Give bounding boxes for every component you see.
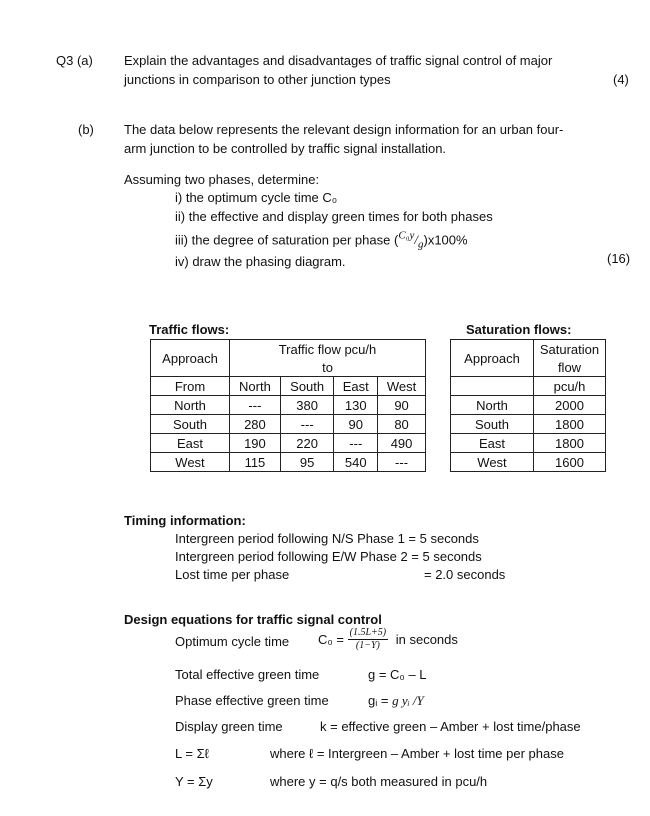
table-cell: East	[151, 434, 230, 453]
part-b-label: (b)	[78, 122, 94, 137]
tf-col-west: West	[378, 377, 426, 396]
tf-col-east: East	[334, 377, 378, 396]
optimum-label: Optimum cycle time	[175, 634, 290, 649]
table-cell: ---	[280, 415, 334, 434]
table-row	[151, 415, 426, 434]
saturation-flows-table	[450, 339, 606, 472]
table-cell: South	[451, 415, 534, 434]
sf-flow-header-1: Saturation	[534, 340, 606, 359]
optimum-denominator: (1−Y)	[355, 640, 380, 651]
timing-line-3: Lost time per phase	[175, 567, 290, 582]
item-iv: iv) draw the phasing diagram.	[175, 254, 346, 269]
part-b-line-1: The data below represents the relevant design information for an urban four-	[124, 122, 564, 137]
table-cell: 190	[230, 434, 281, 453]
total-green-eq: g = C₀ – L	[368, 667, 427, 682]
table-cell: 130	[334, 396, 378, 415]
sf-approach-header: Approach	[451, 340, 534, 377]
optimum-lhs: C₀ =	[318, 632, 344, 647]
optimum-fraction	[348, 627, 388, 652]
table-cell: 115	[230, 453, 281, 472]
table-cell: 1600	[534, 453, 606, 472]
timing-title: Timing information:	[124, 513, 246, 528]
traffic-flows-title: Traffic flows:	[149, 322, 230, 337]
part-a-marks: (4)	[613, 72, 629, 87]
tf-col-north: North	[230, 377, 281, 396]
item-iii-suffix: )x100%	[423, 232, 468, 248]
optimum-numerator: (1.5L+5)	[349, 627, 387, 638]
item-iii	[175, 230, 468, 251]
display-green-eq: k = effective green – Amber + lost time/phase	[320, 719, 581, 734]
table-cell: 90	[378, 396, 426, 415]
tf-to-header: to	[230, 358, 426, 377]
table-cell: 2000	[534, 396, 606, 415]
table-cell: North	[451, 396, 534, 415]
table-row	[151, 434, 426, 453]
item-i: i) the optimum cycle time C₀	[175, 190, 338, 205]
table-cell: 95	[280, 453, 334, 472]
assuming-text: Assuming two phases, determine:	[124, 172, 320, 187]
phase-green-label: Phase effective green time	[175, 693, 329, 708]
tf-col-from: From	[151, 377, 230, 396]
table-cell: West	[451, 453, 534, 472]
l-equation: L = Σℓ	[175, 746, 209, 761]
table-cell: South	[151, 415, 230, 434]
table-cell: 1800	[534, 434, 606, 453]
optimum-suffix: in seconds	[395, 632, 458, 647]
table-row	[151, 396, 426, 415]
table-row	[451, 434, 606, 453]
display-green-label: Display green time	[175, 719, 283, 734]
table-cell: 220	[280, 434, 334, 453]
saturation-flows-title: Saturation flows:	[466, 322, 572, 337]
table-cell: 490	[378, 434, 426, 453]
table-row	[151, 453, 426, 472]
table-row	[451, 396, 606, 415]
sf-flow-header-2: flow	[534, 358, 606, 377]
optimum-equation	[318, 627, 458, 652]
phase-green-eq: gᵢ = g yᵢ /Y	[368, 693, 424, 708]
table-cell: 280	[230, 415, 281, 434]
table-cell: ---	[230, 396, 281, 415]
part-a-line-2: junctions in comparison to other junction types	[124, 72, 391, 87]
l-where: where ℓ = Intergreen – Amber + lost time per phase	[270, 746, 564, 761]
part-b-line-2: arm junction to be controlled by traffic signal installation.	[124, 141, 447, 156]
y-equation: Y = Σy	[175, 774, 213, 789]
part-b-marks: (16)	[607, 251, 631, 266]
timing-line-1: Intergreen period following N/S Phase 1 = 5 seconds	[175, 531, 479, 546]
table-cell: 540	[334, 453, 378, 472]
part-a-line-1: Explain the advantages and disadvantages of traffic signal control of major	[124, 53, 553, 68]
table-cell: North	[151, 396, 230, 415]
table-row	[451, 453, 606, 472]
item-iii-text: iii) the degree of saturation per phase (	[175, 232, 399, 248]
tf-col-south: South	[280, 377, 334, 396]
tf-approach-header: Approach	[151, 340, 230, 377]
item-iii-formula: $^{C_0y}/_g$	[398, 230, 424, 251]
timing-line-2: Intergreen period following E/W Phase 2 = 5 seconds	[175, 549, 482, 564]
table-cell: 1800	[534, 415, 606, 434]
tf-flow-header: Traffic flow pcu/h	[230, 340, 426, 359]
item-ii: ii) the effective and display green times for both phases	[175, 209, 493, 224]
design-title: Design equations for traffic signal control	[124, 612, 382, 627]
table-cell: 80	[378, 415, 426, 434]
table-cell: West	[151, 453, 230, 472]
y-where: where y = q/s both measured in pcu/h	[270, 774, 488, 789]
table-cell: 90	[334, 415, 378, 434]
question-number: Q3 (a)	[56, 53, 93, 68]
table-cell: 380	[280, 396, 334, 415]
table-cell: ---	[378, 453, 426, 472]
total-green-label: Total effective green time	[175, 667, 320, 682]
tf-column-header-row	[151, 377, 426, 396]
traffic-flows-table	[150, 339, 426, 472]
table-cell: ---	[334, 434, 378, 453]
lost-time-value: = 2.0 seconds	[424, 567, 506, 582]
sf-unit: pcu/h	[534, 377, 606, 396]
sf-blank-cell	[451, 377, 534, 396]
table-row	[451, 415, 606, 434]
table-cell: East	[451, 434, 534, 453]
